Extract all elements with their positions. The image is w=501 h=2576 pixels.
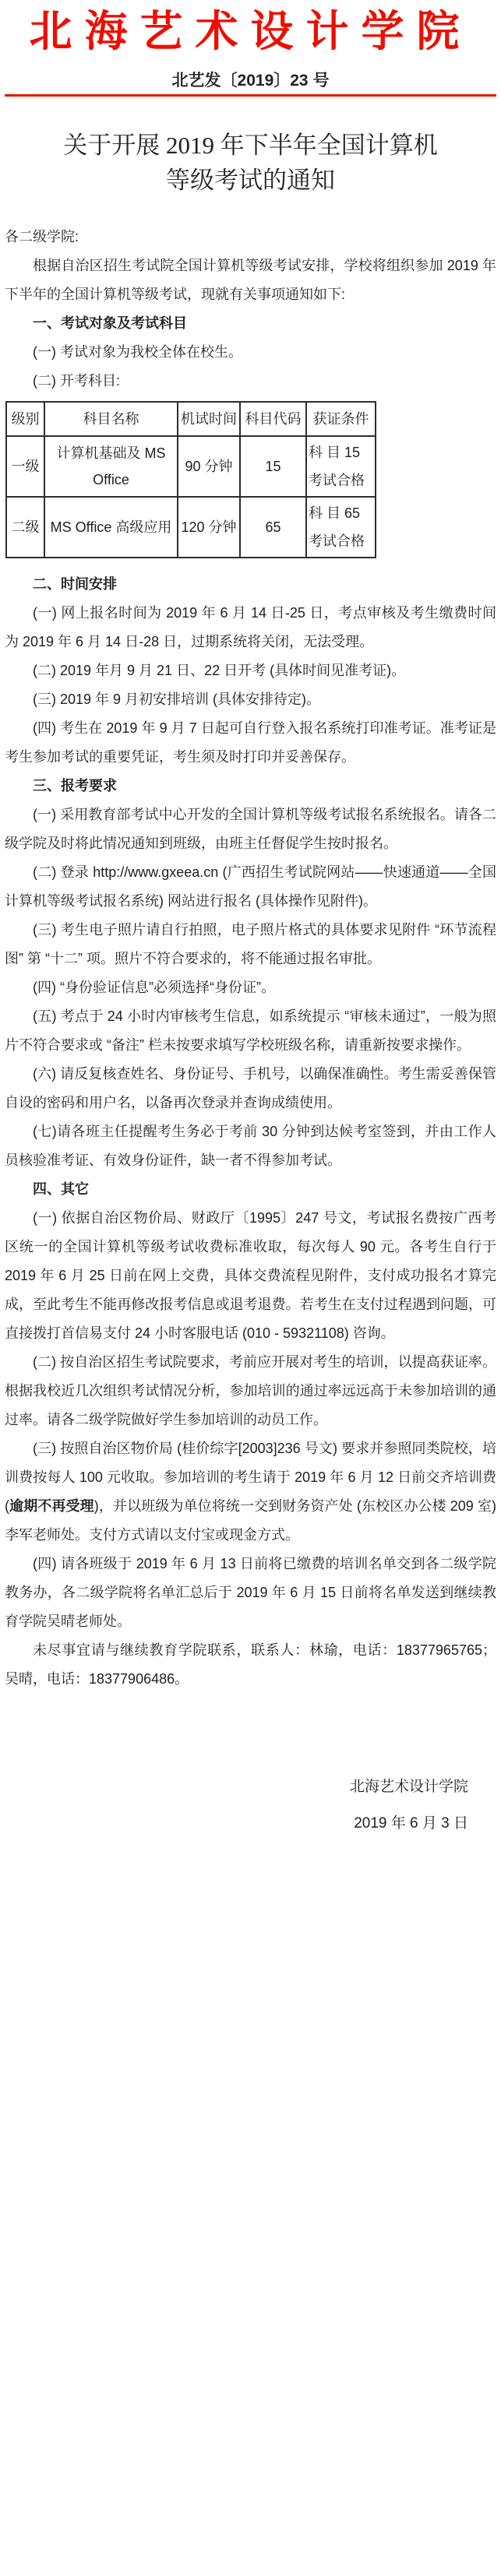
other-item-2: (二) 按自治区招生考试院要求，考前应开展对考生的培训，以提高获证率。根据我校近几次组织考试情况分析，参加培训的通过率远远高于未参加培训的通过率。请各二级学院做好学生参加培训的动员工作。: [5, 1354, 496, 1427]
table-header-row: [6, 402, 376, 436]
notice-title: [5, 128, 496, 198]
table-header-subject: 科目名称: [44, 402, 178, 436]
signature-date: 2019 年 6 月 3 日: [354, 1815, 468, 1832]
table-header-duration: 机试时间: [178, 402, 240, 436]
requirement-item-3: (三) 考生电子照片请自行拍照，电子照片格式的具体要求见附件 “环节流程图” 第 “十二” 项。照片不符合要求的，将不能通过报名审批。: [5, 922, 496, 966]
red-divider: [5, 94, 496, 97]
schedule-item-3: (三) 2019 年 9 月初安排培训 (具体安排待定)。: [33, 692, 321, 707]
cert-cell: [306, 497, 376, 558]
duration-cell: 90 分钟: [178, 436, 240, 497]
level-cell: 二级: [6, 497, 44, 558]
section-1-heading: 一、考试对象及考试科目: [33, 315, 187, 331]
level-cell: 一级: [6, 436, 44, 497]
schedule-item-1: (一) 网上报名时间为 2019 年 6 月 14 日-25 日，考点审核及考生缴费时间为 2019 年 6 月 14 日-28 日，过期系统将关闭，无法受理。: [5, 605, 496, 649]
deadline-bold-text: 逾期不再受理: [9, 1498, 94, 1514]
table-row: [6, 436, 376, 497]
cert-cell: [306, 436, 376, 497]
other-item-1: (一) 依据自治区物价局、财政厅〔1995〕247 号文，考试报名费按广西考区统一的全国计算机等级考试收费标准收取，每次每人 90 元。各考生自行于 2019 年 6 月 25 日前在网上交费，具体交费流程见附件，支付成功报名才算完成，至此考生不能再修改报考信息或退考退费。若考生在支付过程遇到问题，可直接拨打首信易支付 24 小时客服电话 (010 - 59321108) 咨询。: [5, 1210, 496, 1341]
schedule-item-2: (二) 2019 年月 9 月 21 日、22 日开考 (具体时间见准考证)。: [33, 663, 406, 678]
cert-line-2: 考试合格: [309, 473, 365, 488]
section-2-heading: 二、时间安排: [33, 576, 117, 592]
requirement-item-6: (六) 请反复核查姓名、身份证号、手机号，以确保准确性。考生需妥善保管自设的密码和用户名，以备再次登录并查询成绩使用。: [5, 1066, 496, 1110]
cert-line-2: 考试合格: [309, 533, 365, 549]
doc-number: 北艺发〔2019〕23 号: [171, 72, 330, 90]
table-header-level: 级别: [6, 402, 44, 436]
other-item-3-post: )，并以班级为单位将统一交到财务资产处 (东校区办公楼 209 室) 李军老师处。支付方式请以支付宝或现金方式。: [5, 1498, 497, 1543]
requirement-item-7: (七)请各班主任提醒考生务必于考前 30 分钟到达候考室签到，并由工作人员核验准考证、有效身份证件，缺一者不得参加考试。: [5, 1124, 496, 1168]
cert-line-1: 科 目 65: [309, 505, 361, 521]
table-header-cert: 获证条件: [306, 402, 376, 436]
requirement-item-5: (五) 考点于 24 小时内审核考生信息，如系统提示 “审核未通过”，一般为照片不符合要求或 “备注” 栏未按要求填写学校班级名称，请重新按要求操作。: [5, 1008, 496, 1053]
duration-cell: 120 分钟: [178, 497, 240, 558]
document-body: [5, 223, 496, 1842]
requirement-item-4: (四) “身份验证信息”必须选择“身份证”。: [33, 980, 275, 995]
subjects-table: [5, 401, 376, 558]
other-item-3: [5, 1434, 496, 1550]
exam-target-item: (一) 考试对象为我校全体在校生。: [33, 344, 242, 360]
signature-block: [5, 1768, 496, 1842]
subject-cell: MS Office 高级应用: [44, 497, 178, 558]
section-3-heading: 三、报考要求: [33, 778, 117, 794]
table-row: [6, 497, 376, 558]
notice-title-line-2: 等级考试的通知: [166, 167, 335, 194]
school-name-heading: 北海艺术设计学院: [29, 8, 472, 55]
requirement-item-2: (二) 登录 http://www.gxeea.cn (广西招生考试院网站——快速通道——全国计算机等级考试报名系统) 网站进行报名 (具体操作见附件)。: [5, 864, 496, 909]
table-header-code: 科目代码: [240, 402, 306, 436]
signature-name: 北海艺术设计学院: [349, 1779, 468, 1795]
other-item-3-pre: (三) 按照自治区物价局 (桂价综字[2003]236 号文) 要求并参照同类院校，培训费按每人 100 元收取。参加培训的考生请于 2019 年 6 月 12 日前交齐培训费(: [5, 1441, 496, 1514]
exam-subjects-item: (二) 开考科目:: [33, 373, 120, 389]
section-4-heading: 四、其它: [33, 1181, 89, 1197]
requirement-item-1: (一) 采用教育部考试中心开发的全国计算机等级考试报名系统报名。请各二级学院及时将此情况通知到班级，由班主任督促学生按时报名。: [5, 807, 496, 851]
notice-title-line-1: 关于开展 2019 年下半年全国计算机: [63, 132, 438, 159]
closing-paragraph: 未尽事宜请与继续教育学院联系，联系人：林瑜，电话：18377965765；吴晴，电话：18377906486。: [5, 1642, 496, 1687]
schedule-item-4: (四) 考生在 2019 年 9 月 7 日起可自行登入报名系统打印准考证。准考证是考生参加考试的重要凭证，考生须及时打印并妥善保存。: [5, 720, 496, 765]
other-item-4: (四) 请各班级于 2019 年 6 月 13 日前将已缴费的培训名单交到各二级学院教务办，各二级学院将名单汇总后于 2019 年 6 月 15 日前将名单发送到继续教育学院吴晴老师处。: [5, 1556, 496, 1629]
intro-paragraph: 根据自治区招生考试院全国计算机等级考试安排，学校将组织参加 2019 年下半年的全国计算机等级考试，现就有关事项通知如下:: [5, 258, 496, 302]
code-cell: 65: [240, 497, 306, 558]
code-cell: 15: [240, 436, 306, 497]
subject-cell: 计算机基础及 MS Office: [44, 436, 178, 497]
cert-line-1: 科 目 15: [309, 445, 361, 460]
salutation: 各二级学院:: [5, 229, 79, 245]
